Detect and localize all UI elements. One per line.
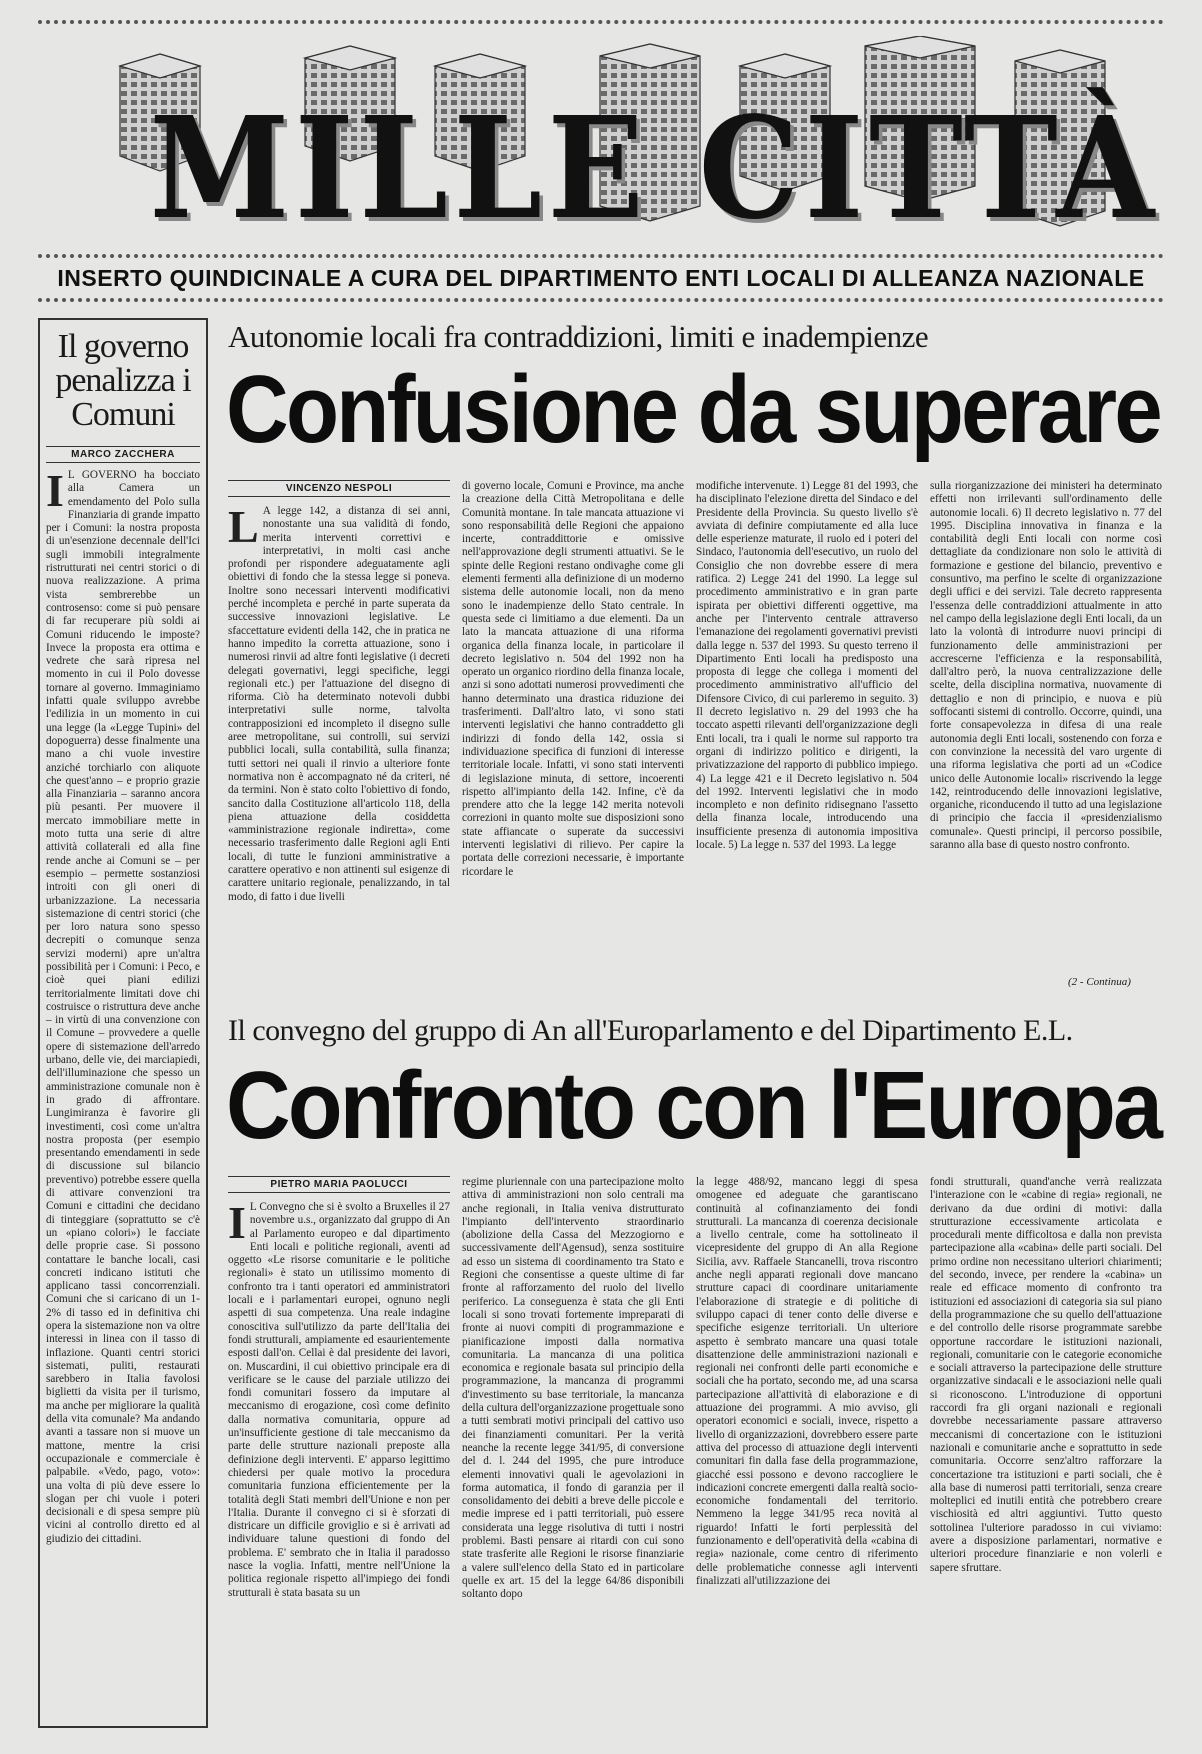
- article1-column-2: [462, 480, 684, 990]
- article2-column-3: [696, 1176, 918, 1728]
- article1-column-1: [228, 480, 450, 990]
- article1-headline: Confusione da superare: [226, 356, 1160, 463]
- masthead: [40, 36, 1162, 251]
- article1-dropcap: L: [228, 501, 259, 552]
- article1-column-1-text: A legge 142, a distanza di sei anni, nonostante una sua validità di fondo, merita interventi correttivi e interpretativi, in molti casi anche profondi per rispondere adeguatamente agli obiettivi di fondo che la stessa legge si poneva. Inoltre sono necessari interventi modificativi perché incompleta e perché in parte superata da successive innovazioni legislative. Le sfaccettature evidenti della 142, che in pratica ne hanno impedito la corretta attuazione, sono i numerosi rinvii ad altre fonti legislative (i decreti delegati governativi, leggi specifiche, leggi regionali etc.) per l'attuazione del disegno di riforma. Ciò ha determinato notevoli dubbi interpretativi sulle norme, talvolta contrapposizioni ed incompleto il disegno sulle aree metropolitane, sui controlli, sui servizi pubblici locali, sulla contabilità, sulla finanza; tutti settori nei quali il rinvio a ulteriore fonte normativa non è accompagnato né da criteri, né da termini. Non è stato colto l'obiettivo di fondo, sancito dalla Costituzione all'articolo 118, della piena attuazione della cosiddetta «amministrazione regionale indiretta», come necessario trasferimento dalle Regioni agli Enti locali, di tutte le funzioni amministrative a carattere operativo e non attinenti sul esigenze di carattere unitario regionale, penalizzando, in tal modo, di fatto i due livelli: [228, 505, 450, 903]
- article1-byline: VINCENZO NESPOLI: [228, 480, 450, 497]
- article2-column-3-text: la legge 488/92, mancano leggi di spesa omogenee ed adeguate che garantiscano continuità al cofinanziamento dei fondi strutturali. La mancanza di coerenza decisionale a livello centrale, come ha sottolineato il vicepresidente del gruppo di An alla Regione Sicilia, avv. Raffaele Stancanelli, trova riscontro anche negli apparati regionali dove mancano strutture capaci di coordinare unitariamente l'elaborazione di strategie e di politiche di sviluppo capaci di tener conto delle diverse e specifiche esigenze territoriali. Un ulteriore aspetto è sembrato mancare una quasi totale disattenzione delle amministrazioni nazionali e regionali nei confronti delle parti economiche e sociali che ha portato, secondo me, ad una scarsa partecipazione all'attività di elaborazione e di attuazione dei programmi. A mio avviso, gli operatori economici e sociali, invece, rispetto a livello di organizzazioni, dovrebbero essere parte attiva del processo di attuazione degli interventi comunitari fin dalla fase della programmazione, giacché essi possono e devono raccogliere le indicazioni concrete emergenti dalla realtà socio-economiche fondamentali del territorio. Nemmeno la legge 341/95 reca novità al riguardo! Infatti le forti perplessità del funzionamento e dell'operatività della «cabina di regia» nazionale, come centro di riferimento delle problematiche connesse agli interventi finalizzati all'utilizzazione dei: [696, 1176, 918, 1587]
- masthead-dotted-rule-upper: [38, 254, 1164, 258]
- article2-kicker: Il convegno del gruppo di An all'Europarlamento e del Dipartimento E.L.: [228, 1014, 1073, 1047]
- article2-byline: PIETRO MARIA PAOLUCCI: [228, 1176, 450, 1193]
- article1-kicker: Autonomie locali fra contraddizioni, limiti e inadempienze: [228, 319, 929, 354]
- sidebar-body: [46, 465, 200, 1546]
- sidebar-byline: MARCO ZACCHERA: [46, 446, 200, 463]
- article1-column-2-text: di governo locale, Comuni e Province, ma anche la creazione della Città Metropolitana e delle Comunità montane. In tale mancata attuazione vi sono responsabilità delle Regioni che appaiono incerte, contraddittorie e omissive nell'approvazione degli strumenti attuativi. Se le spinte delle Regioni restano ondivaghe come gli elementi fermenti alla definizione di un moderno sistema delle autonomie locali, non da meno sono le inadempienze dello Stato centrale. In questa sede ci limitiamo a due elementi. Da un lato la mancata attuazione di una riforma organica della finanza locale, in particolare il decreto legislativo n. 504 del 1992 non ha operato un organico riordino della finanza locale, anzi si sono adottati numerosi provvedimenti che hanno determinato una drastica riduzione dei trasferimenti. Dall'altro lato, vi sono stati interventi legislativi che hanno contraddetto gli indirizzi di fondo della 142, ossia si individuazione specifica di funzioni di interesse territoriale locale. Infatti, vi sono stati interventi di legislazione minuta, di settore, incoerenti rispetto all'impianto della 142. Infine, c'è da prendere atto che la legge 142 merita notevoli correzioni in quanto molte sue disposizioni sono state affiancate o superate da successivi interventi legislativi di rilievo. Per capire la portata delle correzioni necessarie, è importante ricordare le: [462, 480, 684, 878]
- sidebar-body-text: L GOVERNO ha bocciato alla Camera un emendamento del Polo sulla Finanziaria di grande impatto per i Comuni: la nostra proposta di un'esenzione decennale dell'Ici sugli immobili integralmente ristrutturati nei centri storici o di nuova realizzazione. A prima vista sembrerebbe un controsenso: come si può pensare di far recuperare più soldi ai Comuni riducendo le imposte? Invece la proposta era ottima e vedrete che sarà ripresa nel momento in cui il Polo dovesse tornare al governo. Immaginiamo infatti quale sviluppo avrebbe l'edilizia in un momento in cui una legge (la «Legge Tupini» del dopoguerra) desse finalmente una mano a chi vuole investire anziché torchiarlo con aliquote che quest'anno – e proprio grazie alla Finanziaria – saranno ancora più pesanti. Per muovere il mercato immobiliare mette in moto tutta una serie di altre attività collaterali ed alla fine rende anche ai Comuni se – per esempio – permette sostanziosi introiti con gli oneri di urbanizzazione. La necessaria sistemazione di centri storici (che per loro natura sono spesso decrepiti o comunque senza servizi moderni) apre un'altra possibilità per i Comuni: i Peco, e cioè quei piani edilizi territorialmente limitati dove chi costruisce o ristruttura deve anche – in virtù di una convenzione con il Comune – provvedere a quelle opere di sistemazione dell'arredo urbano, delle vie, dei marciapiedi, dell'illuminazione che spesso un amministrazione comunale non è in grado di affrontare. Lungimiranza è favorire gli investimenti, così come un'altra nostra proposta (per esempio presentando emendamenti in sede di discussione sul bilancio preventivo) potrebbe essere quella di attivare convenzioni tra Comuni e cittadini che decidano di tinteggiare (soprattutto se c'è un «piano colori») le facciate delle proprie case. Si possono contattare le banche locali, casi concreti indicano istituti che applicano tassi concorrenziali. Comuni che si caricano di un 1-2% di tasso ed in definitiva chi opera la sistemazione non va oltre interessi in linea con il tasso di inflazione. Quanti centri storici sistemati, puliti, restaurati sarebbero in Italia favolosi biglietti da visita per il turismo, ma anche per migliorare la qualità della vita comunale? Ma andando avanti a tassare non si muove un mattone, mentre la crisi occupazionale e commerciale è palpabile. «Vedo, pago, voto»: una volta di più deve essere lo slogan per chi vuole i poteri decisionali e di spesa sempre più vicini al controllo diretto ed al giudizio dei cittadini.: [46, 469, 200, 1545]
- article2-column-4-text: fondi strutturali, quand'anche verrà realizzata l'interazione con le «cabine di regia» regionali, ne derivano da due ordini di motivi: dalla strutturazione eccessivamente articolata e procedurali mente difficoltosa e dalla non prevista partecipazione alla «cabina» delle parti sociali. Del primo ordine non necessitano ulteriori chiarimenti; del secondo, invece, per rendere la «cabina» un reale ed efficace momento di confronto tra istituzioni ed associazioni di categoria sia sul piano della programmazione che su quello dell'attuazione e del controllo delle risorse programmate sarebbe opportune raccordare le istituzioni nazionali, regionali, comunitarie con le categorie economiche e sociali attraverso la partecipazione delle strutture organizzative sindacali e le associazioni nelle quali si riconoscono. L'introduzione di opportuni raccordi fra gli organi nazionali e regionali dovrebbe necessariamente passare attraverso meccanismi di concertazione con le istituzioni nazionali e comunitarie anche e soprattutto in sede comunitaria. Occorre senz'altro rafforzare la concertazione tra istituzioni e parti sociali, che è alla base di numerosi patti territoriali, senza creare molteplici ed inutili entità che potrebbero creare vischiosità ed altri aggiuntivi. Tutto questo sottolinea l'ulteriore paradosso in cui viviamo: avere a disposizione parlamentari, normative e ulteriori procedure finanziarie e non volerli e sapere sfruttare.: [930, 1176, 1162, 1574]
- article2-column-2: [462, 1176, 684, 1728]
- masthead-subtitle: INSERTO QUINDICINALE A CURA DEL DIPARTIMENTO ENTI LOCALI DI ALLEANZA NAZIONALE: [57, 265, 1145, 291]
- top-dotted-rule: [38, 20, 1164, 24]
- article2-column-2-text: regime pluriennale con una partecipazione molto attiva di amministrazioni non solo centrali ma anche regionali, in Italia veniva distrutturato l'impianto dell'intervento straordinario (abolizione della Cassa del Mezzogiorno e successivamente dell'Agensud), senza sostituire ad esso un sistema di coordinamento tra Stato e Regioni che consentisse a queste ultime di far fronte al rafforzamento del ruolo del livello periferico. La conseguenza è stata che gli Enti locali si sono trovati fortemente impreparati di fronte ai nuovi compiti di programmazione e pianificazione imposti dalla normativa comunitaria. La mancanza di una politica economica e regionale basata sul principio della programmazione, la mancanza di programmi d'investimento su base territoriale, la mancanza della cultura dell'organizzazione progettuale sono a tutti sembrati motivi principali del cattivo uso dei finanziamenti comunitari. Per la verità neanche la recente legge 341/95, di conversione del d. l. 244 del 1995, che pure introduce elementi innovativi quali le agevolazioni in forma automatica, il fondo di garanzia per il consolidamento dei debiti a breve delle piccole e medie imprese ed i patti territoriali, può essere considerata una legge risolutiva di tutti i nostri problemi. Basti pensare ai ritardi con cui sono state trasferite alle Regioni le risorse finanziarie a valere sull'elenco della Stato ed in particolare quelle ex art. 15 del la legge 64/86 disponibili soltanto dopo: [462, 1176, 684, 1601]
- masthead-dotted-rule-lower: [38, 298, 1164, 302]
- article1-continua: (2 - Continua): [1068, 976, 1131, 988]
- article1-column-4: [930, 480, 1162, 970]
- article2-dropcap: I: [228, 1197, 246, 1248]
- sidebar-headline: Il governo penalizza i Comuni: [55, 328, 191, 433]
- article1-column-4-text: sulla riorganizzazione dei ministeri ha determinato effetti non irrilevanti sull'ordinamento delle autonomie locali. 6) Il decreto legislativo n. 77 del 1995. Disciplina innovativa in finanza e la contabilità degli Enti locali con norme così dettagliate da condizionare non solo le attività di formazione e gestione del bilancio, preventivo e consuntivo, ma perfino le scelte di organizzazione degli uffici e dei servizi. Tale decreto rappresenta l'essenza delle contraddizioni attualmente in atto nel campo della legislazione degli Enti locali, da un lato la volontà di introdurre nuovi principi di funzionamento delle amministrazioni per accrescerne l'efficienza e la responsabilità, dall'altro però, la nuova centralizzazione delle scelte, della disciplina normativa, nuovamente di dettaglio e non di principio, e nuova e più soffocanti sistemi di controllo. Occorre, quindi, una forte consapevolezza in difesa di una reale autonomia degli Enti locali, sostenendo con forza e con convinzione la necessità del varo urgente di una riforma legislativa che porti ad un «Codice unico delle Autonomie locali» riscrivendo la legge 142, reintroducendo delle innovazioni legislative, organiche, riconducendo il tutto ad una legislazione di principio che faccia il «presidenzialismo comunale». Questi principi, il percorso possibile, saranno alla base di questo nostro confronto.: [930, 480, 1162, 852]
- article1-column-3: [696, 480, 918, 990]
- sidebar-dropcap: I: [46, 465, 64, 516]
- masthead-title: MILLE CITTÀ: [149, 87, 1160, 251]
- sidebar-article: [38, 318, 208, 1728]
- article2-column-1-text: L Convegno che si è svolto a Bruxelles il 27 novembre u.s., organizzato dal gruppo di An al Parlamento europeo e dal dipartimento Enti locali e politiche regionali, aventi ad oggetto «Le risorse comunitarie e le politiche regionali» è stato un utilissimo momento di confronto tra i tanti operatori ed amministratori locali e i parlamentari europei, ognuno negli aspetti di sua competenza. Una reale indagine conoscitiva sull'utilizzo da parte dell'Italia dei fondi strutturali, ampiamente ed esaurientemente esposti dall'on. Cellai è dal presidente dei lavori, on. Muscardini, il cui obiettivo principale era di verificare se le cause del parziale utilizzo dei fondi comunitari fossero da imputare al meccanismo di erogazione, così come definito dalla normativa comunitaria, oppure ad un'insufficiente gestione di tale meccanismo da parte delle strutture nazionali preposte alla definizione degli interventi. E' apparso legittimo chiedersi per quale motivo la procedura comunitaria funziona efficientemente per la totalità degli Stati membri dell'Unione e non per l'Italia. Durante il convegno ci si è sforzati di districare un difficile groviglio e si è arrivati ad individuare talune questioni di fondo del problema. E' sembrato che in Italia il paradosso nasce la voglia. Infatti, mentre nell'Unione la politica regionale rispetto all'impiego dei fondi strutturali è stata basata su un: [228, 1201, 450, 1599]
- article2-column-1: [228, 1176, 450, 1728]
- article2-headline: Confronto con l'Europa: [226, 1052, 1161, 1159]
- article2-column-4: [930, 1176, 1162, 1728]
- article1-column-3-text: modifiche intervenute. 1) Legge 81 del 1993, che ha disciplinato l'elezione diretta del Sindaco e del Presidente della Provincia. Su questo livello s'è avviata di definire compiutamente ed alla luce delle esperienze maturate, il ruolo ed i poteri del Sindaco, l'autonomia dell'esecutivo, un ruolo del Consiglio che non dovrebbe essere di mera ratifica. 2) Legge 241 del 1990. La legge sul procedimento amministrativo e in gran parte ispirata per obiettivi differenti oggettive, ma anche per l'intervento centrale attraverso l'emanazione dei regolamenti governativi previsti dalla legge n. 537 del 1993. Su questo terreno il Dipartimento Enti locali ha predisposto una proposta di legge che collega i momenti del procedimento amministrativo all'ufficio del Difensore Civico, di cui parleremo in seguito. 3) Il decreto legislativo n. 29 del 1993 che ha toccato aspetti rilevanti dell'organizzazione degli Enti locali, tra i quali le norme sul rapporto tra organi di indirizzo politico e dirigenti, la privatizzazione del rapporto di pubblico impiego. 4) La legge 421 e il Decreto legislativo n. 504 del 1992. Interventi legislativi che in modo incompleto e non definito ridisegnano l'assetto della finanza locale, introducendo una insufficiente presenza di autonomia impositiva locale. 5) La legge n. 537 del 1993. La legge: [696, 480, 918, 852]
